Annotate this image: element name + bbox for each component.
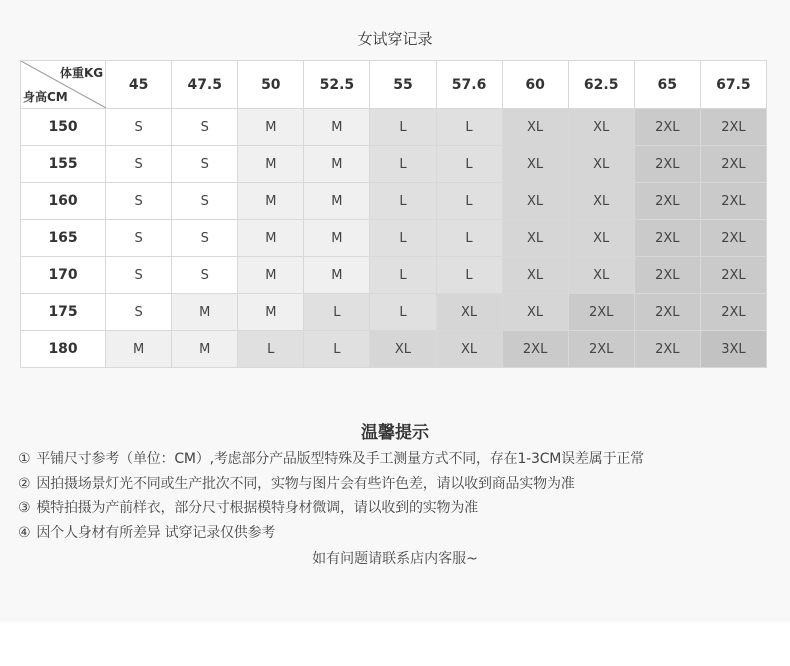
size-cell: M — [238, 146, 304, 183]
weight-header: 50 — [238, 61, 304, 109]
size-cell: 2XL — [634, 146, 700, 183]
size-cell: 3XL — [700, 331, 766, 368]
height-header: 150 — [21, 109, 106, 146]
size-cell: 2XL — [700, 294, 766, 331]
table-row — [21, 109, 767, 146]
height-header: 175 — [21, 294, 106, 331]
size-cell: XL — [436, 294, 502, 331]
table-row — [21, 257, 767, 294]
size-cell: 2XL — [634, 257, 700, 294]
size-cell: L — [370, 294, 436, 331]
size-cell: L — [304, 331, 370, 368]
height-header: 165 — [21, 220, 106, 257]
weight-header: 62.5 — [568, 61, 634, 109]
note-number: ④ — [18, 524, 31, 541]
size-cell: 2XL — [502, 331, 568, 368]
size-cell: M — [172, 294, 238, 331]
size-cell: S — [172, 183, 238, 220]
table-row — [21, 294, 767, 331]
size-cell: L — [370, 109, 436, 146]
size-cell: M — [304, 183, 370, 220]
size-cell: M — [238, 294, 304, 331]
size-cell: S — [172, 257, 238, 294]
size-cell: XL — [502, 183, 568, 220]
height-axis-label: 身高CM — [23, 90, 68, 104]
size-cell: 2XL — [568, 331, 634, 368]
table-corner-cell — [21, 61, 106, 109]
size-cell: 2XL — [634, 220, 700, 257]
size-cell: M — [172, 331, 238, 368]
table-row — [21, 146, 767, 183]
note-text: 模特拍摄为产前样衣，部分尺寸根据模特身材微调，请以收到的实物为准 — [36, 500, 478, 516]
size-cell: 2XL — [634, 109, 700, 146]
weight-axis-label: 体重KG — [59, 66, 104, 80]
weight-header: 52.5 — [304, 61, 370, 109]
size-cell: M — [304, 220, 370, 257]
size-cell: 2XL — [568, 294, 634, 331]
table-header-row — [21, 61, 767, 109]
note-item — [18, 472, 788, 497]
size-cell: XL — [370, 331, 436, 368]
size-cell: 2XL — [700, 146, 766, 183]
note-item — [18, 521, 788, 546]
note-number: ① — [18, 451, 31, 467]
size-cell: S — [106, 220, 172, 257]
size-cell: XL — [568, 109, 634, 146]
size-cell: 2XL — [700, 257, 766, 294]
size-cell: S — [106, 294, 172, 331]
size-cell: L — [370, 183, 436, 220]
size-cell: L — [370, 146, 436, 183]
size-cell: XL — [502, 220, 568, 257]
size-cell: XL — [502, 294, 568, 331]
contact-service-text: 如有问题请联系店内客服~ — [312, 551, 478, 567]
note-number: ③ — [18, 500, 31, 516]
weight-header: 67.5 — [700, 61, 766, 109]
size-cell: L — [304, 294, 370, 331]
size-cell: M — [304, 109, 370, 146]
size-cell: M — [304, 257, 370, 294]
size-cell: L — [436, 257, 502, 294]
size-cell: XL — [502, 257, 568, 294]
note-text: 平铺尺寸参考（单位：CM）,考虑部分产品版型特殊及手工测量方式不同，存在1-3CM误差属于正常 — [36, 451, 644, 467]
size-cell: S — [106, 109, 172, 146]
size-cell: S — [106, 257, 172, 294]
weight-header: 47.5 — [172, 61, 238, 109]
weight-header: 65 — [634, 61, 700, 109]
size-cell: XL — [568, 146, 634, 183]
weight-header: 60 — [502, 61, 568, 109]
size-cell: M — [304, 146, 370, 183]
note-number: ② — [18, 475, 31, 492]
size-cell: S — [106, 183, 172, 220]
note-item — [18, 496, 788, 521]
height-header: 155 — [21, 146, 106, 183]
size-cell: L — [238, 331, 304, 368]
size-cell: L — [436, 183, 502, 220]
size-table-body — [21, 61, 767, 368]
size-cell: 2XL — [700, 220, 766, 257]
size-cell: S — [106, 146, 172, 183]
table-row — [21, 220, 767, 257]
size-cell: XL — [502, 146, 568, 183]
size-cell: 2XL — [634, 331, 700, 368]
size-cell: M — [238, 109, 304, 146]
size-cell: 2XL — [634, 294, 700, 331]
size-cell: L — [370, 257, 436, 294]
size-cell: S — [172, 109, 238, 146]
weight-header: 55 — [370, 61, 436, 109]
size-cell: 2XL — [700, 109, 766, 146]
page-title: 女试穿记录 — [357, 30, 433, 48]
height-header: 180 — [21, 331, 106, 368]
note-text: 因个人身材有所差异 试穿记录仅供参考 — [36, 524, 276, 541]
size-cell: 2XL — [700, 183, 766, 220]
size-cell: L — [436, 109, 502, 146]
note-item — [18, 447, 788, 472]
size-cell: M — [106, 331, 172, 368]
size-cell: XL — [568, 183, 634, 220]
size-cell: S — [172, 146, 238, 183]
height-header: 160 — [21, 183, 106, 220]
size-cell: XL — [436, 331, 502, 368]
size-cell: L — [436, 220, 502, 257]
weight-header: 45 — [106, 61, 172, 109]
size-cell: XL — [568, 220, 634, 257]
table-row — [21, 183, 767, 220]
size-cell: S — [172, 220, 238, 257]
size-table — [20, 60, 767, 368]
notes-list — [18, 447, 788, 545]
size-cell: L — [436, 146, 502, 183]
height-header: 170 — [21, 257, 106, 294]
size-cell: XL — [568, 257, 634, 294]
notes-title: 温馨提示 — [361, 423, 429, 443]
size-cell: XL — [502, 109, 568, 146]
size-cell: M — [238, 257, 304, 294]
note-text: 因拍摄场景灯光不同或生产批次不同，实物与图片会有些许色差，请以收到商品实物为准 — [36, 475, 575, 492]
page-bottom-margin — [0, 622, 790, 666]
size-cell: 2XL — [634, 183, 700, 220]
size-cell: M — [238, 220, 304, 257]
table-row — [21, 331, 767, 368]
weight-header: 57.6 — [436, 61, 502, 109]
size-cell: L — [370, 220, 436, 257]
size-cell: M — [238, 183, 304, 220]
